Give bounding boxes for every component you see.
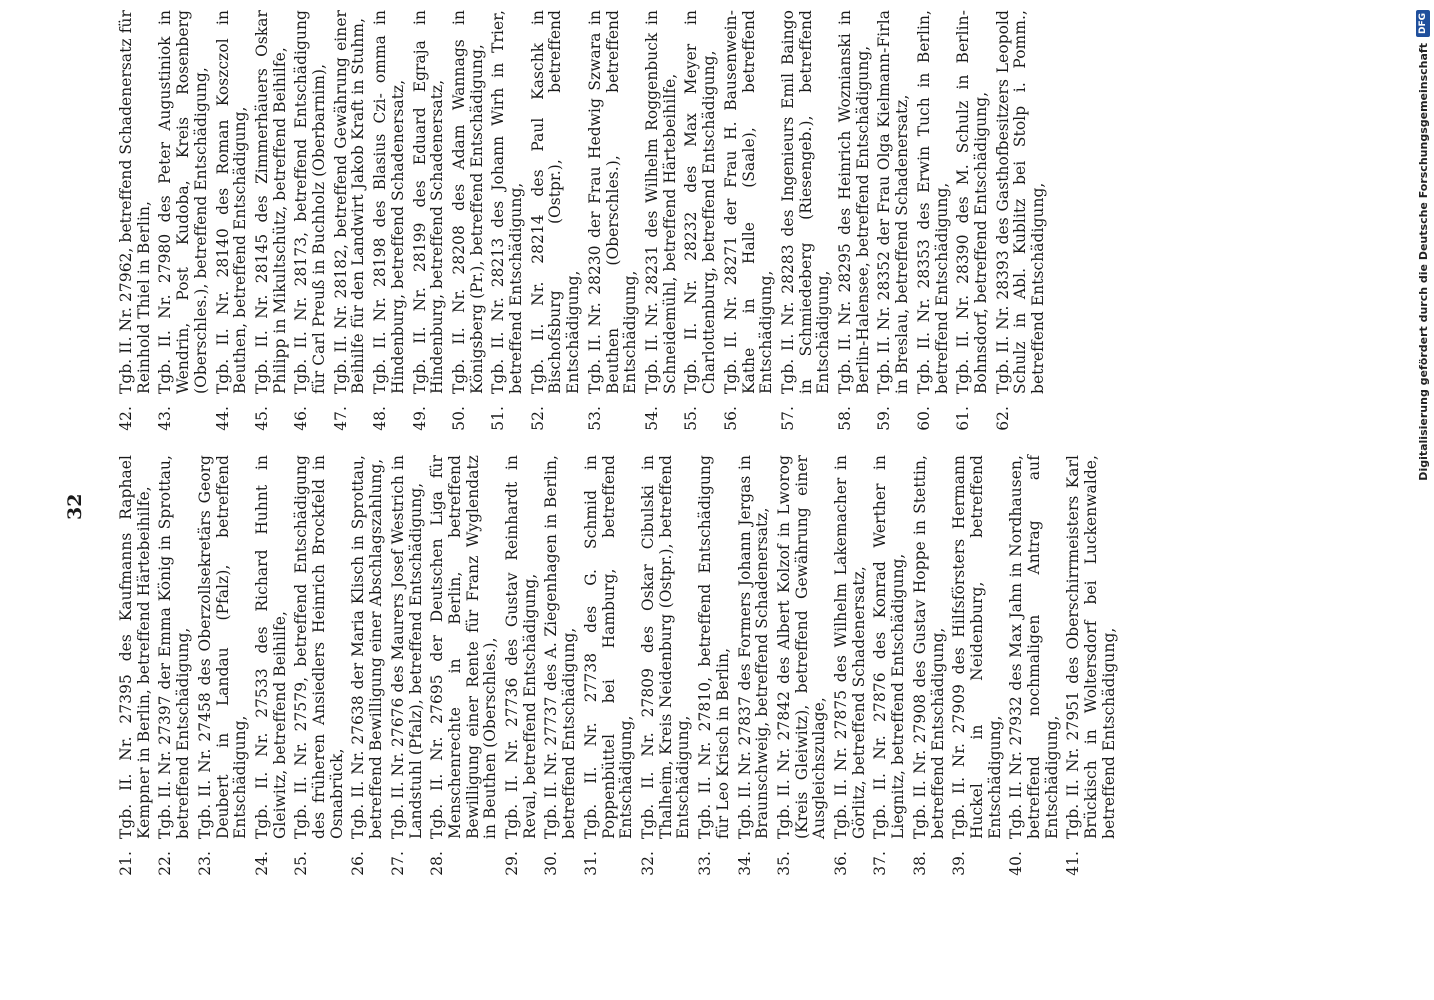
entry-number: 30. [542,851,561,876]
entry-number: 62. [993,406,1012,431]
entry-number: 61. [954,406,973,431]
entry-text: Tgb. II. Nr. 28199 des Eduard Egraja in Hindenburg, betreffend Schadenersatz, [410,10,447,394]
entry-number: 59. [875,406,894,431]
entry-number: 23. [195,851,214,876]
entry-text: Tgb. II. Nr. 27951 des Oberschirrmeisters Karl Brückisch in Woltersdorf bei Luckenwalde, betreffend Entschädigung, [1064,455,1118,839]
left-column [118,455,1123,885]
list-item [490,10,525,440]
digitization-note-inner [1412,10,1434,990]
entry-number: 36. [832,851,851,876]
entry-number: 34. [735,851,754,876]
entry-text: Tgb. II. Nr. 27932 des Max Jahn in Nordhausen, betreffend nochmaligen Antrag auf Entschädigung, [1007,455,1061,839]
entry-number: 41. [1064,851,1083,876]
list-item [254,455,289,885]
list-item [640,455,693,885]
entry-text: Tgb. II. Nr. 28390 des M. Schulz in Berlin-Bohnsdorf, betreffend Entschädigung, [954,10,990,394]
entry-number: 53. [585,406,604,431]
list-item [995,10,1048,440]
entry-number: 46. [292,406,311,431]
entry-number: 32. [638,851,657,876]
entry-text: Tgb. II. Nr. 28182, betreffend Gewährung einer Beihilfe für den Landwirt Jakob Kraft in Stuhm, [331,10,368,394]
entry-number: 38. [910,851,929,876]
list-item [912,455,947,885]
entry-number: 39. [950,851,969,876]
page-number: 32 [64,493,86,520]
entry-number: 28. [428,851,447,876]
entry-number: 48. [371,406,390,431]
list-item [916,10,951,440]
list-item [254,10,289,440]
list-item [157,455,192,885]
list-item [390,455,425,885]
list-item [951,455,1004,885]
entry-number: 43. [156,406,175,431]
list-item [1008,455,1061,885]
entry-text: Tgb. II. Nr. 27638 der Maria Klisch in Sprottau, betreffend Bewilligung einer Abschlagszahlung, [349,455,386,839]
entry-number: 51. [489,406,508,431]
entry-number: 29. [503,851,522,876]
entry-text: Tgb. II. Nr. 27876 des Konrad Werther in Liegnitz, betreffend Entschädigung, [871,455,908,839]
entry-text: Tgb. II. Nr. 28283 des Ingenieurs Emil Baingo in Schmiedeberg (Riesengeb.), betreffend Entschädigung, [778,10,833,394]
list-item [451,10,486,440]
entry-text: Tgb. II. Nr. 28393 des Gasthofbesitzers Leopold Schulz in Abl. Kublitz bei Stolp i. Pomm., betreffend Entschädigung, [993,10,1048,394]
entry-number: 60. [914,406,933,431]
list-item [776,455,829,885]
list-item [723,10,776,440]
entry-number: 33. [696,851,715,876]
entry-number: 21. [117,851,135,876]
list-item [587,10,640,440]
entry-text: Tgb. II. Nr. 28295 des Heinrich Woznianski in Berlin-Halensee, betreffend Entschädigung, [836,10,872,394]
entry-number: 55. [682,406,701,431]
entry-number: 57. [778,406,797,431]
entry-number: 42. [117,406,135,431]
entry-text: Tgb. II. Nr. 27695 der Deutschen Liga für Menschenrechte in Berlin, betreffend Bewilligung einer Rente für Franz Wyglendatz in Beuthen (Oberschles.), [428,455,500,839]
entry-text: Tgb. II. Nr. 28231 des Wilhelm Roggenbuck in Schneidemühl, betreffend Härtebeihilfe, [642,10,679,394]
list-item [833,455,868,885]
entry-text: Tgb. II. Nr. 28353 des Erwin Tuch in Berlin, betreffend Entschädigung, [914,10,951,394]
entry-text: Tgb. II. Nr. 27909 des Hilfsförsters Hermann Huckel in Neidenburg, betreffend Entschädigung, [950,455,1004,839]
entry-text: Tgb. II. Nr. 27737 des A. Ziegenhagen in Berlin, betreffend Entschädigung, [542,455,579,839]
entry-text: Tgb. II. Nr. 28214 des Paul Kaschk in Bischofsburg (Ostpr.), betreffend Entschädigung, [528,10,583,394]
entry-number: 45. [252,406,271,431]
list-item [530,10,583,440]
list-item [293,455,346,885]
entry-text: Tgb. II. Nr. 28208 des Adam Wannags in Königsberg (Pr.), betreffend Entschädigung, [449,10,486,394]
list-item [333,10,368,440]
entry-number: 56. [721,406,740,431]
entry-text: Tgb. II. Nr. 27458 des Oberzollsekretärs Georg Deubert in Landau (Pfalz), betreffend Entschädigung, [195,455,250,839]
entry-text: Tgb. II. Nr. 27533 des Richard Huhnt in Gleiwitz, betreffend Beihilfe, [252,455,289,839]
list-item [872,455,907,885]
list-item [350,455,385,885]
entry-text: Tgb. II. Nr. 27810, betreffend Entschädigung für Leo Krisch in Berlin, [696,455,732,839]
entry-text: Tgb. II. Nr. 27579, betreffend Entschädigung des früheren Ansiedlers Heinrich Brockfeld in Osnabrück, [292,455,346,839]
entry-number: 44. [213,406,232,431]
entry-text: Tgb. II. Nr. 28173, betreffend Entschädigung für Carl Preuß in Buchholz (Oberbarnim), [292,10,329,394]
entry-text: Tgb. II. Nr. 27809 des Oskar Cibulski in Thalheim, Kreis Neidenburg (Ostpr.), betreffend Entschädigung, [638,455,693,839]
list-item [780,10,833,440]
entry-number: 24. [252,851,271,876]
entry-text: Tgb. II. Nr. 27736 des Gustav Reinhardt in Reval, betreffend Entschädigung, [503,455,539,839]
list-item [837,10,872,440]
entry-text: Tgb. II. Nr. 28230 der Frau Hedwig Szwara in Beuthen (Oberschles.), betreffend Entschädigung, [585,10,640,394]
entry-text: Tgb. II. Nr. 27397 der Emma König in Sprottau, betreffend Entschädigung, [156,455,193,839]
entry-number: 37. [871,851,890,876]
entry-text: Tgb. II. Nr. 28271 der Frau H. Bausenwein-Kathe in Halle (Saale), betreffend Entschädigung, [721,10,776,394]
list-item [697,455,732,885]
list-item [504,455,539,885]
list-item [118,455,153,885]
entry-text: Tgb. II. Nr. 27395 des Kaufmanns Raphael Kempner in Berlin, betreffend Härtebeihilfe, [117,455,153,839]
entry-text: Tgb. II. Nr. 28140 des Roman Koszczol in Beuthen, betreffend Entschädigung, [213,10,250,394]
entry-text: Tgb. II. Nr. 28213 des Johann Wirh in Trier, betreffend Entschädigung, [489,10,526,394]
entry-text: Tgb. II. Nr. 27875 des Wilhelm Lakemacher in Görlitz, betreffend Schadenersatz, [832,455,868,839]
entry-text: Tgb. II. Nr. 27676 des Maurers Josef Westrich in Landstuhl (Pfalz), betreffend Entschädigung, [388,455,425,839]
list-item [1065,455,1118,885]
entry-text: Tgb. II. Nr. 28352 der Frau Olga Kielmann-Firla in Breslau, betreffend Schadenersatz, [875,10,912,394]
entry-text: Tgb. II. Nr. 28198 des Blasius Czi- omma in Hindenburg, betreffend Schadenersatz, [371,10,407,394]
list-item [412,10,447,440]
list-item [372,10,407,440]
entry-number: 26. [349,851,368,876]
entry-text: Tgb. II. Nr. 27842 des Albert Kolzof in Lworog (Kreis Gleiwitz), betreffend Gewährung einer Ausgleichszulage, [774,455,829,839]
entry-number: 22. [156,851,175,876]
entry-number: 52. [528,406,547,431]
entry-number: 31. [581,851,600,876]
entry-number: 35. [774,851,793,876]
entry-number: 49. [410,406,429,431]
entry-text: Tgb. II. Nr. 28145 des Zimmerhäuers Oskar Philipp in Mikultschütz, betreffend Beihilfe, [252,10,289,394]
entry-text: Tgb. II. Nr. 27738 des G. Schmid in Poppenbüttel bei Hamburg, betreffend Entschädigung, [581,455,636,839]
entry-number: 25. [292,851,311,876]
digitization-note-text: Digitalisierung gefördert durch die Deutsche Forschungsgemeinschaft [1416,43,1430,481]
entry-number: 54. [642,406,661,431]
list-item [293,10,328,440]
entry-number: 40. [1007,851,1026,876]
entry-text: Tgb. II. Nr. 27908 des Gustav Hoppe in Stettin, betreffend Entschädigung, [910,455,947,839]
list-item [543,455,578,885]
entry-number: 50. [449,406,468,431]
entry-text: Tgb. II. Nr. 28232 des Max Meyer in Charlottenburg, betreffend Entschädigung, [682,10,719,394]
entry-text: Tgb. II. Nr. 27980 des Peter Augustiniok in Wendrin, Post Kudoba, Kreis Rosenberg (Oberschles.), betreffend Entschädigung, [156,10,210,394]
list-item [215,10,250,440]
entry-text: Tgb. II. Nr. 27837 des Formers Johann Jergas in Braunschweig, betreffend Schadenersatz, [735,455,772,839]
list-item [683,10,718,440]
entry-number: 47. [331,406,350,431]
list-item [118,10,153,440]
list-item [157,10,210,440]
list-item [737,455,772,885]
list-item [583,455,636,885]
digitization-note [1410,10,1432,990]
dfg-logo: DFG [1416,10,1430,37]
list-item [876,10,911,440]
list-item [197,455,250,885]
entry-text: Tgb. II. Nr. 27962, betreffend Schadenersatz für Reinhold Thiel in Berlin, [117,10,153,394]
entry-number: 27. [388,851,407,876]
list-item [429,455,500,885]
right-column [118,10,1052,440]
list-item [644,10,679,440]
list-item [955,10,990,440]
entry-number: 58. [836,406,855,431]
